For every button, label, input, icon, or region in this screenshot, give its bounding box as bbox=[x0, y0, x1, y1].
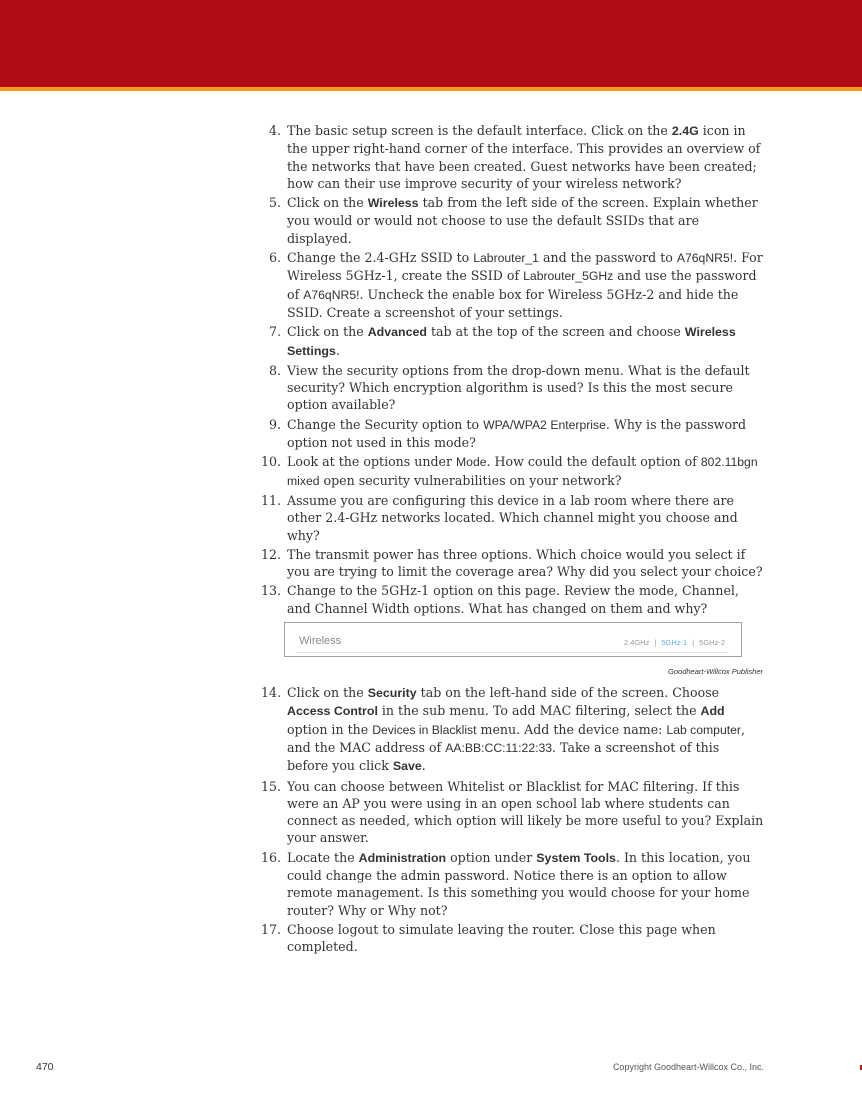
step-text-run: menu. Add the device name: bbox=[476, 721, 667, 737]
step-number: 14. bbox=[260, 685, 281, 701]
step-text-run: . Take a screenshot of this before you click bbox=[287, 739, 720, 774]
list-item bbox=[0, 849, 862, 919]
step-number: 6. bbox=[268, 250, 281, 266]
step-number: 17. bbox=[260, 921, 281, 937]
ui-value: 802.11bgn mixed bbox=[287, 455, 758, 488]
ui-value: Labrouter_1 bbox=[473, 251, 539, 266]
step-text-run: . How could the default option of bbox=[486, 454, 701, 470]
figure-tab-separator: | bbox=[654, 638, 657, 648]
step-text bbox=[287, 123, 760, 191]
header-stripe bbox=[0, 87, 862, 91]
steps-list bbox=[0, 122, 862, 617]
step-text bbox=[287, 417, 746, 450]
step-number: 15. bbox=[260, 778, 281, 794]
ui-value: Lab computer bbox=[666, 722, 741, 737]
step-text-run: option in the bbox=[287, 721, 373, 737]
page-content bbox=[0, 122, 862, 957]
list-item bbox=[0, 582, 862, 617]
list-item bbox=[0, 362, 862, 414]
step-number: 4. bbox=[268, 123, 281, 138]
step-text-run: . For Wireless 5GHz-1, create the SSID of bbox=[287, 250, 763, 284]
figure-tab-5ghz-1: 5GHz-1 bbox=[661, 638, 688, 648]
step-text bbox=[287, 250, 763, 320]
step-text-run: Change the Security option to bbox=[287, 416, 484, 432]
step-text-run: Look at the options under bbox=[287, 454, 457, 470]
figure-tab-separator: | bbox=[692, 638, 695, 648]
step-text-run: . Uncheck the enable box for Wireless 5GHz-2 and hide the SSID. Create a screenshot of your settings. bbox=[287, 286, 739, 320]
step-text-run: . In this location, you could change the admin password. Notice there is an option to allow remote management. Is this something you would choose for your home router? Why or Why not? bbox=[287, 849, 751, 918]
list-item bbox=[0, 416, 862, 452]
step-text-run: . bbox=[421, 758, 426, 774]
figure-band-tabs bbox=[624, 638, 725, 647]
step-text bbox=[287, 195, 758, 246]
step-text bbox=[287, 779, 763, 846]
ui-term-bold: Advanced bbox=[367, 325, 427, 340]
figure-tab-2-4ghz: 2.4GHz bbox=[623, 638, 650, 648]
list-item bbox=[0, 453, 862, 490]
step-text bbox=[287, 583, 739, 615]
step-text-run: and the password to bbox=[538, 250, 677, 266]
step-text bbox=[287, 547, 763, 579]
step-text bbox=[287, 324, 736, 357]
figure-screenshot bbox=[284, 622, 742, 657]
step-number: 5. bbox=[268, 195, 281, 211]
step-number: 7. bbox=[268, 324, 281, 340]
ui-term-bold: Add bbox=[700, 704, 725, 719]
list-item bbox=[0, 546, 862, 581]
step-text-run: Change the 2.4-GHz SSID to bbox=[287, 250, 474, 266]
list-item bbox=[0, 684, 862, 775]
step-text-run: open security vulnerabilities on your network? bbox=[319, 472, 622, 488]
step-text-run: You can choose between Whitelist or Blacklist for MAC filtering. If this were an AP you were using in an open school lab where students can connect as needed, which option will likely be more useful to you? Explain your answer. bbox=[287, 778, 764, 846]
ui-value: WPA/WPA2 Enterprise bbox=[483, 417, 606, 432]
step-text-run: Locate the bbox=[287, 849, 359, 865]
step-text-run: tab on the left-hand side of the screen. Choose bbox=[416, 685, 720, 701]
step-text-run: Choose logout to simulate leaving the router. Close this page when completed. bbox=[287, 921, 716, 955]
figure-wireless-tabs bbox=[0, 622, 862, 682]
step-text-run: , and the MAC address of bbox=[287, 721, 745, 755]
step-text-run: icon in the upper right-hand corner of the interface. This provides an overview of the networks that have been created. Guest networks have been created; how can their use improve security of your wireless network? bbox=[287, 123, 761, 191]
step-number: 9. bbox=[268, 416, 281, 432]
step-text-run: option under bbox=[446, 849, 537, 865]
step-number: 10. bbox=[260, 454, 281, 470]
step-text bbox=[287, 922, 716, 954]
copyright-notice: Copyright Goodheart-Willcox Co., Inc. bbox=[612, 1062, 764, 1072]
figure-credit: Goodheart-Willcox Publisher bbox=[668, 667, 763, 677]
step-text-run: Click on the bbox=[287, 685, 368, 701]
step-text-run: Click on the bbox=[287, 195, 368, 211]
figure-divider bbox=[295, 652, 729, 653]
list-item bbox=[0, 921, 862, 956]
ui-value: Devices in Blacklist bbox=[372, 722, 477, 737]
step-text-run: Change to the 5GHz-1 option on this page. Review the mode, Channel, and Channel Width options. What has changed on them and why? bbox=[287, 583, 739, 616]
step-text-run: View the security options from the drop-down menu. What is the default security? Which encryption algorithm is used? Is this the most secure option available? bbox=[287, 362, 750, 413]
step-number: 12. bbox=[260, 546, 281, 562]
step-text bbox=[287, 363, 750, 413]
list-item bbox=[0, 194, 862, 247]
ui-term-bold: Wireless Settings bbox=[287, 325, 736, 358]
step-number: 8. bbox=[268, 362, 281, 378]
step-text bbox=[287, 493, 738, 543]
step-text-run: The basic setup screen is the default interface. Click on the bbox=[287, 123, 672, 138]
list-item bbox=[0, 323, 862, 360]
ui-term-bold: Access Control bbox=[287, 704, 378, 719]
step-number: 13. bbox=[260, 583, 281, 599]
ui-term-bold: Administration bbox=[358, 850, 447, 865]
ui-value: Mode bbox=[456, 455, 487, 470]
ui-term-bold: Save bbox=[392, 759, 422, 774]
figure-tab-5ghz-2: 5GHz-2 bbox=[699, 638, 725, 648]
step-number: 11. bbox=[260, 492, 281, 508]
steps-list-continued bbox=[0, 684, 862, 955]
step-number: 16. bbox=[260, 849, 281, 865]
step-text bbox=[287, 850, 750, 918]
ui-term-bold: 2.4G bbox=[671, 124, 699, 138]
step-text bbox=[287, 685, 745, 773]
step-text-run: The transmit power has three options. Which choice would you select if you are trying to limit the coverage area? Why did you select your choice? bbox=[287, 546, 763, 580]
ui-value: AA:BB:CC:11:22:33 bbox=[445, 740, 553, 755]
ui-value: A76qNR5! bbox=[676, 251, 734, 266]
step-text-run: tab from the left side of the screen. Explain whether you would or would not choose to use the default SSIDs that are displayed. bbox=[287, 195, 758, 246]
ui-value: Labrouter_5GHz bbox=[523, 269, 614, 284]
step-text bbox=[287, 454, 758, 487]
ui-term-bold: System Tools bbox=[536, 850, 616, 865]
step-text-run: . bbox=[335, 342, 340, 358]
ui-term-bold: Security bbox=[367, 686, 417, 701]
list-item bbox=[0, 492, 862, 544]
list-item bbox=[0, 122, 862, 192]
ui-value: A76qNR5! bbox=[303, 287, 360, 302]
step-text-run: . Why is the password option not used in this mode? bbox=[287, 416, 747, 451]
figure-title: Wireless bbox=[299, 635, 342, 648]
ui-term-bold: Wireless bbox=[367, 196, 419, 211]
step-text-run: tab at the top of the screen and choose bbox=[426, 324, 685, 340]
page-number: 470 bbox=[36, 1061, 54, 1073]
step-text-run: Click on the bbox=[287, 324, 368, 340]
step-text-run: and use the password of bbox=[287, 268, 757, 302]
list-item bbox=[0, 778, 862, 847]
header-banner bbox=[0, 0, 862, 87]
list-item bbox=[0, 249, 862, 321]
step-text-run: Assume you are configuring this device in a lab room where there are other 2.4-GHz networks located. Which channel might you choose and why? bbox=[287, 492, 738, 543]
step-text-run: in the sub menu. To add MAC filtering, select the bbox=[377, 703, 701, 719]
